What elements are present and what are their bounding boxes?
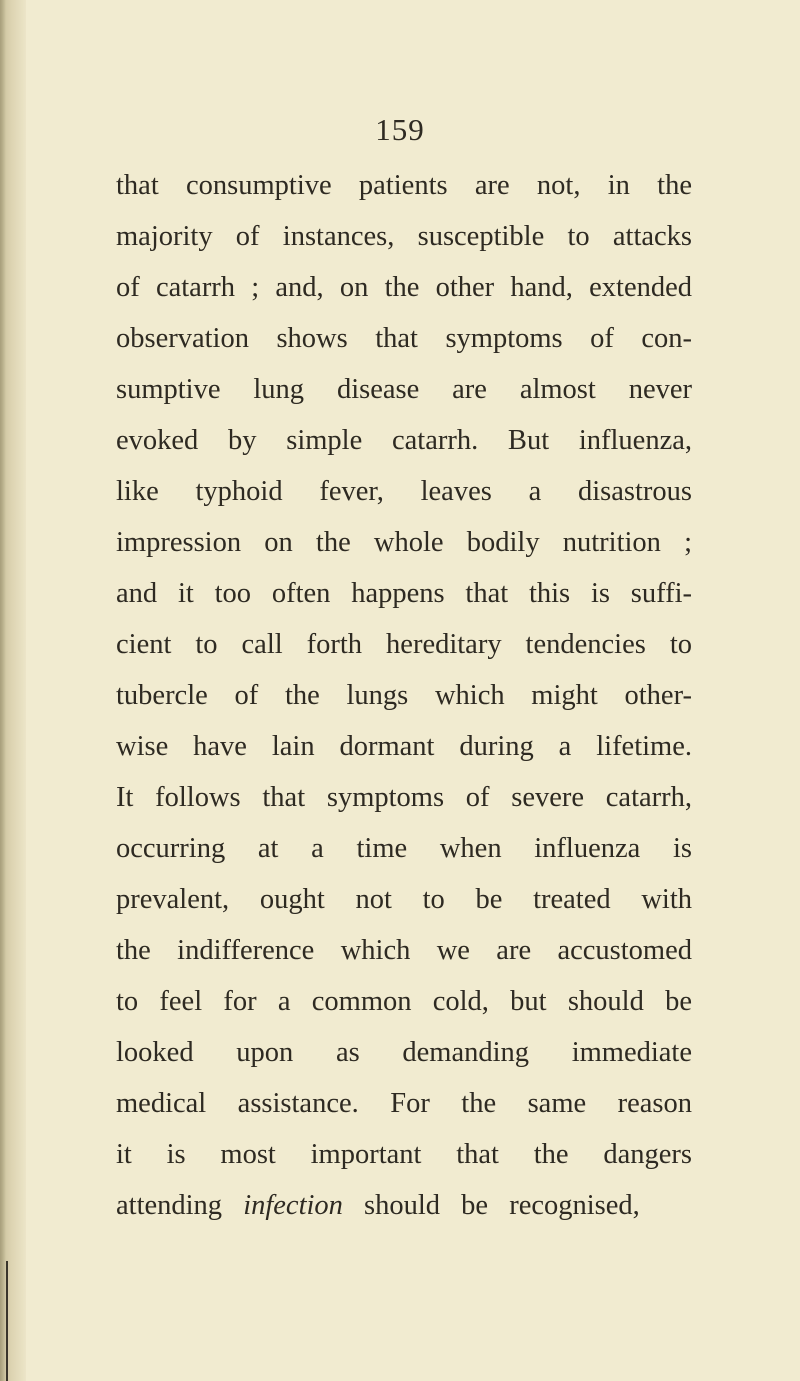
- text-line: prevalent, ought not to be treated with: [116, 884, 692, 915]
- page-edge-mark: [6, 1261, 8, 1381]
- text-line: evoked by simple catarrh. But influenza,: [116, 425, 692, 456]
- text-line: that consumptive patients are not, in the: [116, 170, 692, 201]
- last-line-end: should be recognised,: [364, 1190, 640, 1221]
- text-line: to feel for a common cold, but should be: [116, 986, 692, 1017]
- text-line: observation shows that symptoms of con-: [116, 323, 692, 354]
- body-paragraph: [116, 160, 692, 1231]
- text-line: majority of instances, susceptible to attacks: [116, 221, 692, 252]
- text-line: and it too often happens that this is suffi-: [116, 578, 692, 609]
- text-line: the indifference which we are accustomed: [116, 935, 692, 966]
- page-number: 159: [375, 112, 425, 147]
- last-line-start: attending: [116, 1190, 223, 1221]
- binding-shadow: [0, 0, 6, 1381]
- text-line: sumptive lung disease are almost never: [116, 374, 692, 405]
- text-line: tubercle of the lungs which might other-: [116, 680, 692, 711]
- text-line: impression on the whole bodily nutrition ;: [116, 527, 692, 558]
- text-line: It follows that symptoms of severe catarrh,: [116, 782, 692, 813]
- text-line: medical assistance. For the same reason: [116, 1088, 692, 1119]
- text-line: of catarrh ; and, on the other hand, extended: [116, 272, 692, 303]
- text-line-last: [116, 1180, 692, 1231]
- text-line: it is most important that the dangers: [116, 1139, 692, 1170]
- text-line: occurring at a time when influenza is: [116, 833, 692, 864]
- italic-word: infection: [243, 1190, 343, 1221]
- text-line: like typhoid fever, leaves a disastrous: [116, 476, 692, 507]
- text-line: wise have lain dormant during a lifetime.: [116, 731, 692, 762]
- text-line: looked upon as demanding immediate: [116, 1037, 692, 1068]
- text-line: cient to call forth hereditary tendencies to: [116, 629, 692, 660]
